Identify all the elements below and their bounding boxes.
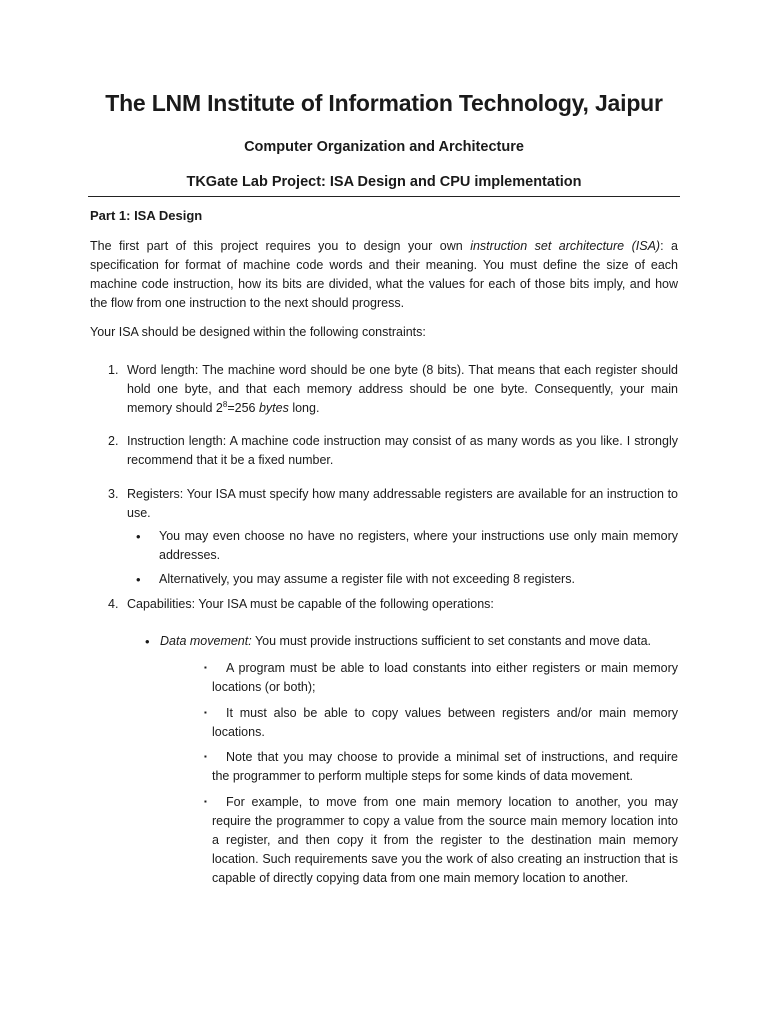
square-bullet-icon: ▪	[204, 797, 207, 806]
header-divider	[88, 196, 680, 197]
item-4-number: 4.	[108, 597, 119, 611]
intro-text-b: : a specification for format of machine code words and their meaning. You must define the size of each machine code instruction, how its bits are divided, what the values for each of those bits imply, and how the flow from one instruction to the next should progress.	[90, 239, 678, 310]
square-bullet-icon: ▪	[204, 752, 207, 761]
course-title: Computer Organization and Architecture	[244, 139, 524, 155]
item-1-text	[127, 361, 678, 418]
bullet-icon: •	[136, 572, 141, 587]
item-3-bullet-1: You may even choose no have no registers, where your instructions use only main memory addresses.	[159, 529, 678, 562]
data-movement-sub-2: It must also be able to copy values between registers and/or main memory locations.	[212, 706, 678, 739]
item-1-superscript: 8	[222, 399, 228, 409]
item-1-text-b: =256	[227, 401, 259, 415]
square-bullet-icon: ▪	[204, 708, 207, 717]
intro-emphasis: instruction set architecture (ISA)	[470, 239, 661, 253]
bullet-icon: •	[136, 529, 141, 544]
data-movement-label: Data movement:	[160, 634, 252, 648]
item-2-text: Instruction length: A machine code instruction may consist of as many words as you like. I strongly recommend that it be a fixed number.	[127, 434, 678, 467]
bullet-icon: •	[145, 634, 150, 649]
item-2-number: 2.	[108, 434, 119, 448]
institute-title: The LNM Institute of Information Technology, Jaipur	[105, 90, 663, 116]
item-3-number: 3.	[108, 487, 119, 501]
part1-heading: Part 1: ISA Design	[90, 208, 203, 223]
item-1-emphasis: bytes	[258, 401, 289, 415]
constraints-intro: Your ISA should be designed within the following constraints:	[90, 325, 426, 339]
item-3-text: Registers: Your ISA must specify how many addressable registers are available for an instruction to use.	[127, 487, 678, 520]
item-1-text-a: Word length: The machine word should be one byte (8 bits). That means that each register should hold one byte, and that each memory address should be one byte. Consequently, your main memory should 2	[127, 363, 678, 415]
item-4-text: Capabilities: Your ISA must be capable of the following operations:	[127, 597, 494, 611]
item-3-bullet-2: Alternatively, you may assume a register file with not exceeding 8 registers.	[159, 572, 575, 586]
intro-text-a: The first part of this project requires you to design your own	[90, 239, 471, 253]
data-movement-sub-1: A program must be able to load constants into either registers or main memory locations (or both);	[212, 661, 678, 694]
data-movement-text: You must provide instructions sufficient to set constants and move data.	[251, 634, 652, 648]
intro-paragraph	[90, 237, 678, 313]
data-movement-line	[160, 632, 680, 651]
data-movement-sub-4: For example, to move from one main memory location to another, you may require the programmer to copy a value from the source main memory location into a register, and then copy it from the register to the destination main memory location. Such requirements save you the work of also creating an instruction that is capable of directly copying data from one main memory location to another.	[212, 795, 678, 885]
project-title: TKGate Lab Project: ISA Design and CPU implementation	[186, 174, 582, 190]
square-bullet-icon: ▪	[204, 663, 207, 672]
item-1-number: 1.	[108, 363, 119, 377]
item-1-text-c: long.	[288, 401, 320, 415]
data-movement-sub-3: Note that you may choose to provide a minimal set of instructions, and require the programmer to perform multiple steps for some kinds of data movement.	[212, 750, 678, 783]
